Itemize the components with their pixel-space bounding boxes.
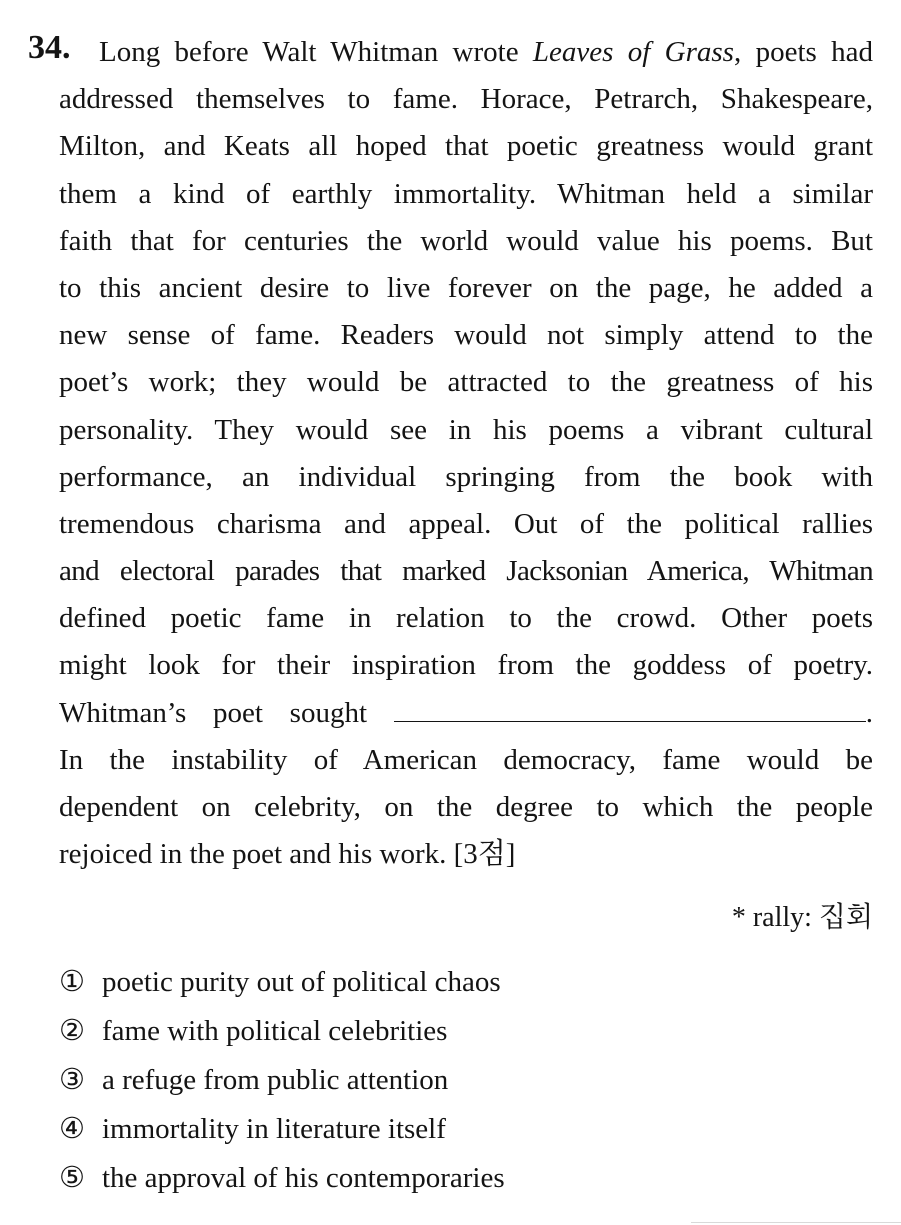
choice-2[interactable] [59,1007,505,1056]
passage-line [59,29,873,76]
passage-line: personality. They would see in his poems a vibrant cultural [59,413,873,446]
passage-line [59,690,873,737]
choice-text: a refuge from public attention [102,1064,449,1096]
question-number: 34. [28,29,71,66]
passage-text: Long before Walt Whitman wrote [99,36,533,68]
passage-line: Milton, and Keats all hoped that poetic greatness would grant [59,130,873,163]
choice-marker: ② [59,1015,85,1047]
passage-line: defined poetic fame in relation to the crowd. Other poets [59,602,873,635]
choice-5[interactable] [59,1154,505,1203]
footnote: * rally: 집회 [731,902,873,933]
passage [59,29,873,878]
passage-line: addressed themselves to fame. Horace, Petrarch, Shakespeare, [59,83,873,116]
choice-text: immortality in literature itself [102,1113,446,1145]
passage-line: might look for their inspiration from the goddess of poetry. [59,649,873,682]
passage-text: . [865,696,874,729]
choice-marker: ① [59,966,85,998]
passage-text: Whitman’s poet sought [59,696,368,729]
choice-text: fame with political celebrities [102,1015,448,1047]
choice-text: poetic purity out of political chaos [102,966,501,998]
choice-text: the approval of his contemporaries [102,1162,505,1194]
passage-line: tremendous charisma and appeal. Out of the political rallies [59,507,873,540]
passage-line: them a kind of earthly immortality. Whitman held a similar [59,177,873,210]
page-edge-divider [691,1222,901,1223]
passage-line: to this ancient desire to live forever on the page, he added a [59,271,873,304]
passage-text: , poets had [733,36,874,68]
passage-line: rejoiced in the poet and his work. [3점] [59,838,516,871]
passage-line: and electoral parades that marked Jacksonian America, Whitman [59,555,873,588]
answer-choices [59,958,505,1203]
book-title: Leaves of Grass [532,36,734,68]
choice-4[interactable] [59,1105,505,1154]
choice-marker: ⑤ [59,1162,85,1194]
passage-line: poet’s work; they would be attracted to the greatness of his [59,366,873,399]
choice-3[interactable] [59,1056,505,1105]
choice-marker: ④ [59,1113,85,1145]
passage-line: In the instability of American democracy, fame would be [59,743,873,776]
choice-1[interactable] [59,958,505,1007]
passage-line: new sense of fame. Readers would not simply attend to the [59,319,873,352]
passage-line: performance, an individual springing from the book with [59,460,873,493]
answer-blank [394,694,866,722]
passage-line: dependent on celebrity, on the degree to which the people [59,791,873,823]
passage-line: faith that for centuries the world would value his poems. But [59,224,873,257]
choice-marker: ③ [59,1064,85,1096]
